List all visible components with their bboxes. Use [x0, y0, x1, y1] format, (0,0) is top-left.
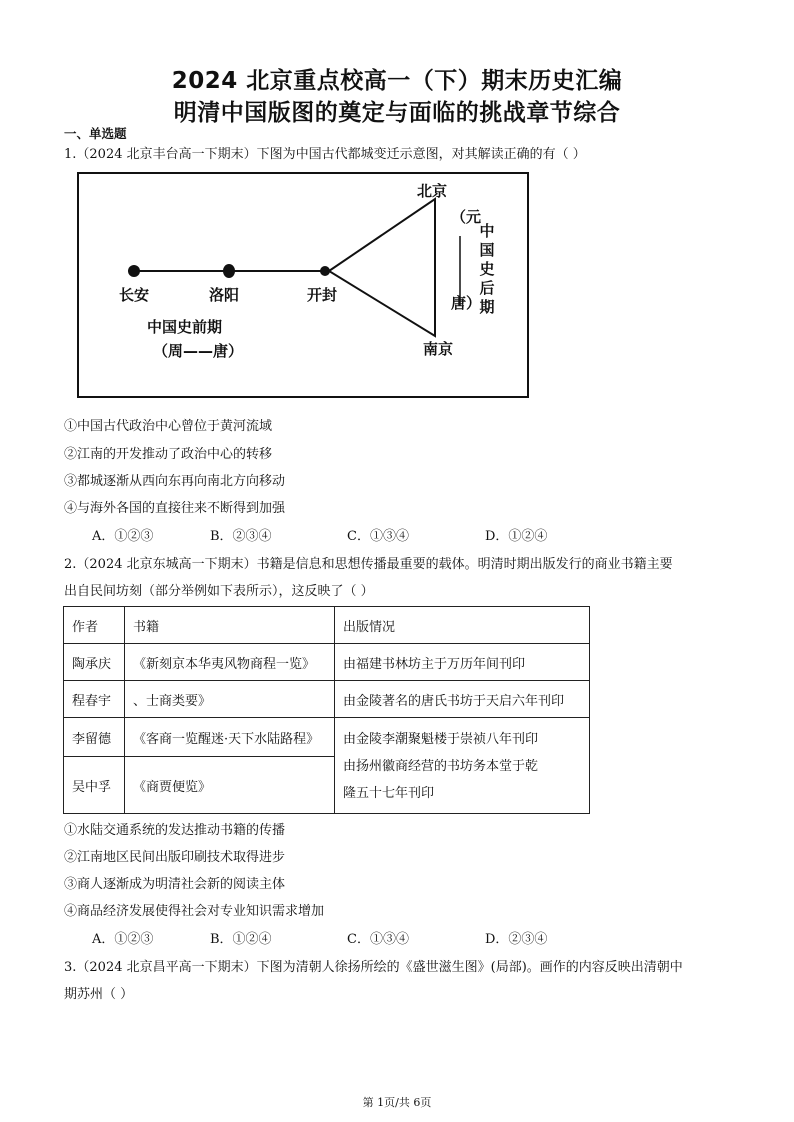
q1-statement-2: ②江南的开发推动了政治中心的转移 — [64, 447, 273, 462]
section-heading: 一、单选题 — [64, 126, 127, 141]
cell-publication: 由福建书林坊主于万历年间刊印 — [335, 644, 590, 681]
q2-option-b[interactable]: B．①②④ — [210, 932, 272, 947]
publication-line: 由金陵李潮聚魁楼于崇祯八年刊印 — [343, 732, 539, 747]
cell-author: 吴中孚 — [64, 757, 125, 814]
table-row — [64, 718, 590, 757]
cell-book: 《客商一览醒迷·天下水陆路程》 — [125, 718, 335, 757]
q2-statement-2: ②江南地区民间出版印刷技术取得进步 — [64, 850, 286, 865]
document-title-line1: 2024 北京重点校高一（下）期末历史汇编 — [171, 68, 623, 94]
header-publication: 出版情况 — [335, 607, 590, 644]
cell-publication: 由金陵著名的唐氏书坊于天启六年刊印 — [335, 681, 590, 718]
publication-line: 由扬州徽商经营的书坊务本堂于乾 — [343, 759, 539, 774]
q2-statement-1: ①水陆交通系统的发达推动书籍的传播 — [64, 823, 286, 838]
label-early-range: （周——唐） — [153, 342, 244, 360]
city-kaifeng: 开封 — [307, 286, 338, 304]
q2-statement-4: ④商品经济发展使得社会对专业知识需求增加 — [64, 904, 325, 919]
cell-book: 、士商类要》 — [125, 681, 335, 718]
publication-line: 隆五十七年刊印 — [343, 786, 435, 801]
q2-option-a[interactable]: A．①②③ — [92, 932, 154, 947]
table-header-row — [64, 607, 590, 644]
q2-stem-line2: 出自民间坊刻（部分举例如下表所示），这反映了（ ） — [64, 584, 374, 599]
cell-author: 李留德 — [64, 718, 125, 757]
capital-migration-diagram — [77, 172, 529, 398]
q1-option-a[interactable]: A．①②③ — [92, 529, 154, 544]
label-early-period: 中国史前期 — [147, 318, 223, 336]
q2-option-d[interactable]: D．②③④ — [485, 932, 548, 947]
city-beijing: 北京 — [417, 182, 448, 200]
document-title-line2: 明清中国版图的奠定与面临的挑战章节综合 — [173, 100, 621, 126]
kaifeng-beijing-nanjing-triangle — [329, 199, 435, 336]
city-luoyang: 洛阳 — [209, 286, 240, 304]
q1-stem: 1.（2024 北京丰台高一下期末）下图为中国古代都城变迁示意图，对其解读正确的有（ ） — [64, 147, 586, 162]
city-changan: 长安 — [119, 286, 150, 304]
cell-author: 陶承庆 — [64, 644, 125, 681]
header-book: 书籍 — [125, 607, 335, 644]
q1-option-c[interactable]: C．①③④ — [347, 529, 409, 544]
q2-statement-3: ③商人逐渐成为明清社会新的阅读主体 — [64, 877, 286, 892]
q2-option-c[interactable]: C．①③④ — [347, 932, 409, 947]
cell-book: 《新刻京本华夷风物商程一览》 — [125, 644, 335, 681]
table-row — [64, 681, 590, 718]
q3-stem-line2: 期苏州（ ） — [64, 987, 134, 1002]
cell-publication-merged — [335, 718, 590, 814]
q3-stem-line1: 3.（2024 北京昌平高一下期末）下图为清朝人徐扬所绘的《盛世滋生图》(局部)。画作的内容反映出清朝中 — [64, 960, 683, 975]
label-late-range-end: 唐） — [451, 294, 482, 312]
city-nanjing: 南京 — [423, 340, 454, 358]
cell-author: 程春宇 — [64, 681, 125, 718]
q1-statement-4: ④与海外各国的直接往来不断得到加强 — [64, 501, 286, 516]
table-row — [64, 644, 590, 681]
header-author: 作者 — [64, 607, 125, 644]
q1-option-d[interactable]: D．①②④ — [485, 529, 548, 544]
page-footer: 第 1页/共 6页 — [362, 1096, 432, 1109]
cell-book: 《商贾便览》 — [125, 757, 335, 814]
label-late-range-start: （元 — [451, 208, 482, 226]
luoyang-dot — [223, 264, 235, 278]
label-late-period: 中国史后期 — [479, 222, 495, 316]
publishing-table — [63, 606, 590, 814]
q1-statement-3: ③都城逐渐从西向东再向南北方向移动 — [64, 474, 286, 489]
changan-dot — [128, 265, 140, 277]
q1-statement-1: ①中国古代政治中心曾位于黄河流域 — [64, 419, 273, 434]
q1-option-b[interactable]: B．②③④ — [210, 529, 272, 544]
q2-stem-line1: 2.（2024 北京东城高一下期末）书籍是信息和思想传播最重要的载体。明清时期出版发行的商业书籍主要 — [64, 557, 673, 572]
